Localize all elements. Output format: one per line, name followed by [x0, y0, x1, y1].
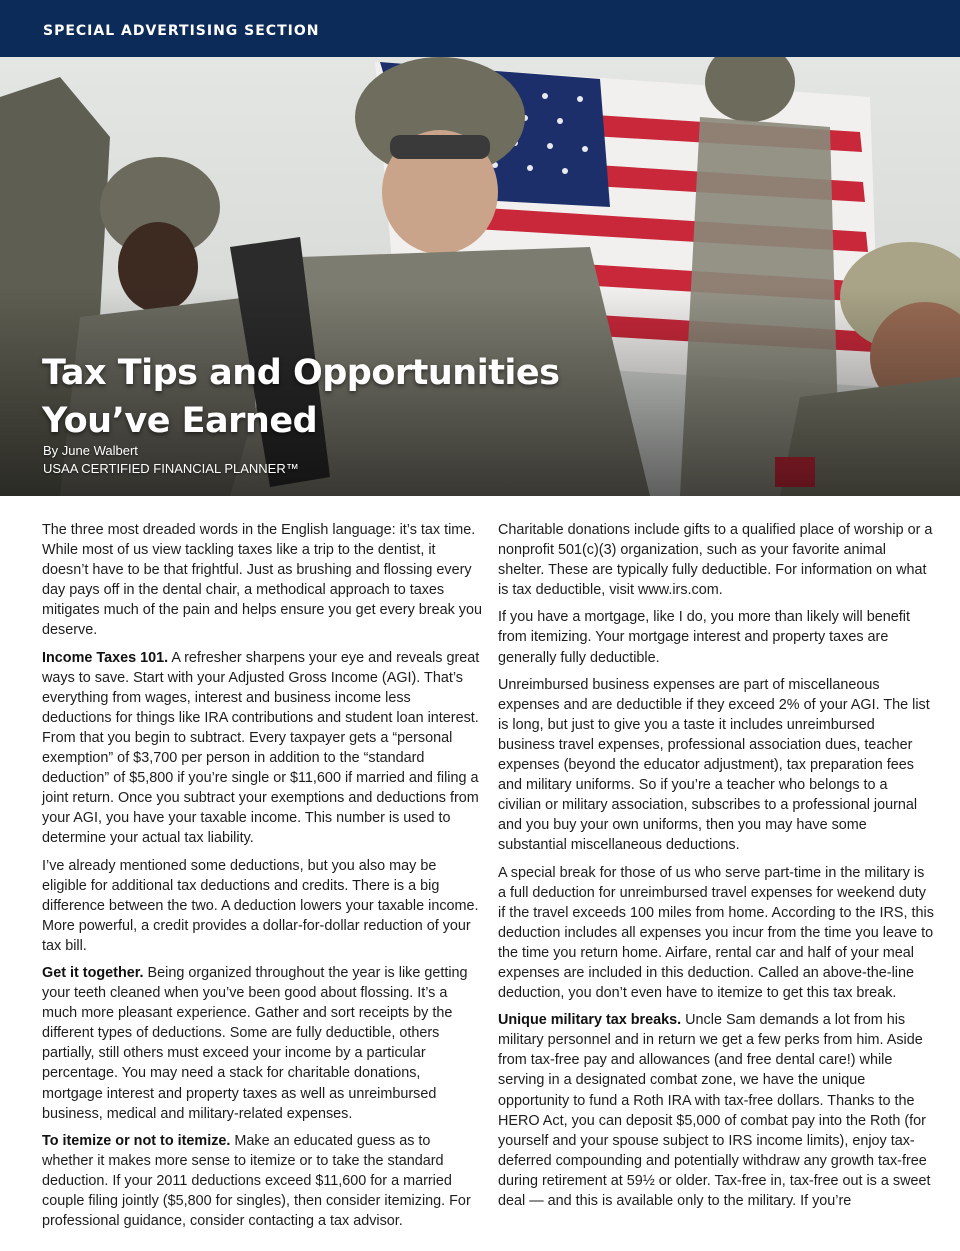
title-line-2: You’ve Earned: [42, 401, 318, 441]
paragraph: [42, 648, 484, 849]
author-name: By June Walbert: [43, 443, 138, 458]
paragraph: [498, 520, 934, 600]
article-column-left: [42, 520, 484, 1238]
author-credential: USAA CERTIFIED FINANCIAL PLANNER™: [43, 461, 299, 476]
paragraph-heading: To itemize or not to itemize.: [42, 1132, 231, 1149]
paragraph-heading: Unique military tax breaks.: [498, 1012, 682, 1029]
paragraph: [42, 856, 484, 956]
header-bar: [0, 0, 960, 57]
paragraph-text: I’ve already mentioned some deductions, but you also may be eligible for additional tax deductions and credits. There is a big difference between the two. A deduction lowers your taxable income. More powerful, a credit provides a dollar-for-dollar reduction of your tax bill.: [42, 857, 479, 954]
paragraph-text: Unreimbursed business expenses are part of miscellaneous expenses and are deductible if they exceed 2% of your AGI. The list is long, but just to give you a taste it includes unreimbursed business travel expenses, professional association dues, teacher expenses (beyond the educator adjustment), tax preparation fees and military uniforms. So if you’re a teacher who belongs to a civilian or military association, subscribes to a professional journal and you buy your own uniforms, then you may have some substantial miscellaneous deductions.: [498, 676, 930, 854]
byline: [43, 442, 299, 478]
paragraph: [42, 520, 484, 641]
paragraph: [42, 1131, 484, 1231]
paragraph-text: Uncle Sam demands a lot from his military personnel and in return we get a few perks from him. Aside from tax-free pay and allowances (and free dental care!) while serving in a designated combat zone, we have the unique opportunity to fund a Roth IRA with tax-free dollars. Thanks to the HERO Act, you can deposit $5,000 of combat pay into the Roth (for yourself and your spouse subject to IRS income limits), enjoy tax-deferred compounding and potentially withdraw any growth tax-free during retirement at 59½ or older. Tax-free in, tax-free out is a sweet deal — and this is available only to the military. If you’re: [498, 1012, 931, 1209]
paragraph-text: Make an educated guess as to whether it makes more sense to itemize or to take the standard deduction. If your 2011 deductions exceed $11,600 for a married couple filing jointly ($5,800 for singles), then consider itemizing. For professional guidance, consider contacting a tax advisor.: [42, 1132, 471, 1230]
paragraph-text: A refresher sharpens your eye and reveals great ways to save. Start with your Adjusted Gross Income (AGI). That’s everything from wages, interest and business income less deductions for things like IRA contributions and student loan interest. From that you begin to subtract. Every taxpayer gets a “personal exemption” of $3,700 per person in addition to the “standard deduction” of $5,800 if you’re single or $11,600 if married and filing a joint return. Once you subtract your exemptions and deductions from your AGI, you have your taxable income. This number is used to determine your actual tax liability.: [42, 649, 480, 847]
paragraph: [42, 963, 484, 1124]
paragraph-heading: Income Taxes 101.: [42, 649, 169, 666]
paragraph: [498, 863, 934, 1004]
paragraph-text: A special break for those of us who serve part-time in the military is a full deduction for unreimbursed travel expenses for weekend duty if the travel exceeds 100 miles from home. According to the IRS, this deduction includes all expenses you incur from the time you leave to the time you return home. Airfare, rental car and half of your meal expenses are included in this deduction. Called an above-the-line deduction, you don’t even have to itemize to get this tax break.: [498, 864, 934, 1002]
article-title: [42, 349, 560, 445]
title-line-1: Tax Tips and Opportunities: [42, 353, 560, 393]
paragraph: [498, 607, 934, 667]
section-label: SPECIAL ADVERTISING SECTION: [43, 23, 320, 39]
paragraph-text: Being organized throughout the year is like getting your teeth cleaned when you’ve been good about flossing. It’s a much more pleasant experience. Gather and sort receipts by the different types of deductions. Some are fully deductible, others partially, still others must exceed your income by a particular percentage. You may need a stack for charitable donations, mortgage interest and property taxes as well as unreimbursed business, medical and military-related expenses.: [42, 964, 468, 1122]
paragraph-text: The three most dreaded words in the English language: it’s tax time. While most of us view tackling taxes like a trip to the dentist, it doesn’t have to be that frightful. Just as brushing and flossing every day pays off in the dental chair, a methodical approach to taxes mitigates much of the pain and helps ensure you get every break you deserve.: [42, 522, 482, 639]
hero-image: [0, 57, 960, 496]
paragraph-heading: Get it together.: [42, 964, 144, 981]
article-column-right: [498, 520, 934, 1218]
paragraph: [498, 675, 934, 856]
paragraph-text: Charitable donations include gifts to a qualified place of worship or a nonprofit 501(c)(3) organization, such as your favorite animal shelter. These are typically fully deductible. For information on what is tax deductible, visit www.irs.com.: [498, 522, 933, 599]
paragraph: [498, 1010, 934, 1211]
paragraph-text: If you have a mortgage, like I do, you more than likely will benefit from itemizing. Your mortgage interest and property taxes are generally fully deductible.: [498, 609, 910, 666]
